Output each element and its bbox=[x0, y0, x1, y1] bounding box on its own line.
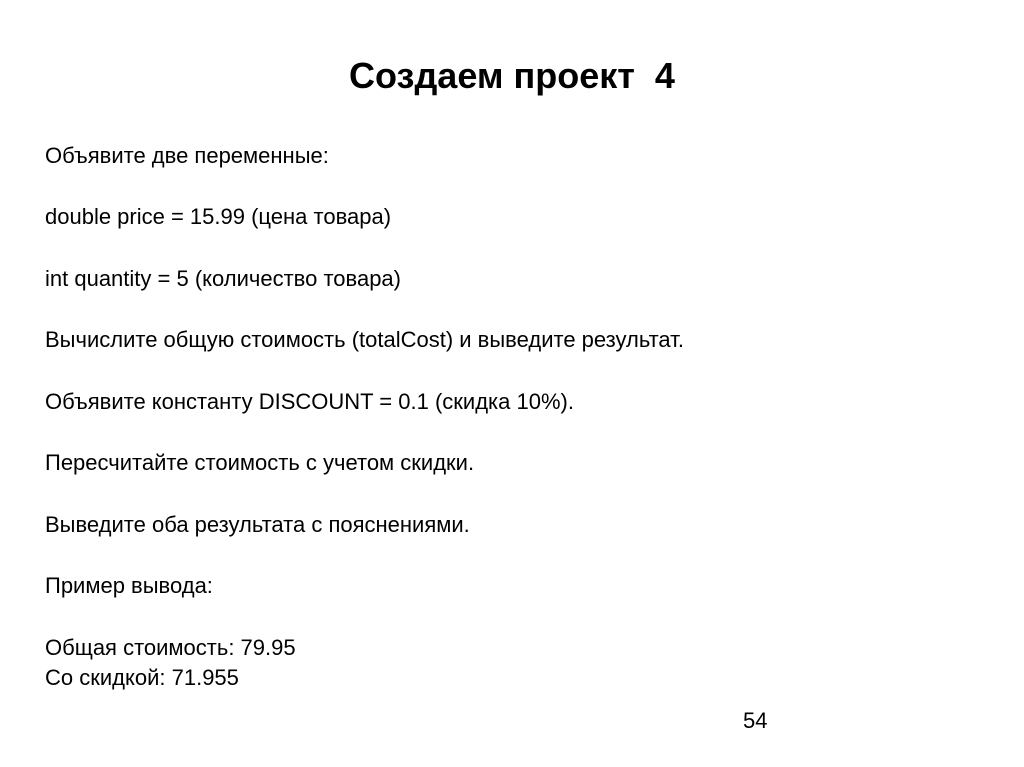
instruction-total-cost: Вычислите общую стоимость (totalCost) и выведите результат. bbox=[45, 327, 684, 352]
example-output-heading: Пример вывода: bbox=[45, 573, 213, 598]
instruction-output-results: Выведите оба результата с пояснениями. bbox=[45, 512, 470, 537]
code-line-price: double price = 15.99 (цена товара) bbox=[45, 204, 392, 229]
example-output-discounted: Со скидкой: 71.955 bbox=[45, 665, 239, 690]
instruction-discount-constant: Объявите константу DISCOUNT = 0.1 (скидка 10%). bbox=[45, 389, 574, 414]
page-number: 54 bbox=[743, 708, 768, 733]
instruction-recalculate: Пересчитайте стоимость с учетом скидки. bbox=[45, 450, 475, 475]
code-line-quantity: int quantity = 5 (количество товара) bbox=[45, 266, 401, 291]
instruction-declare-variables: Объявите две переменные: bbox=[45, 143, 329, 168]
example-output-total: Общая стоимость: 79.95 bbox=[45, 635, 296, 660]
slide-title: Создаем проект 4 bbox=[349, 55, 675, 96]
